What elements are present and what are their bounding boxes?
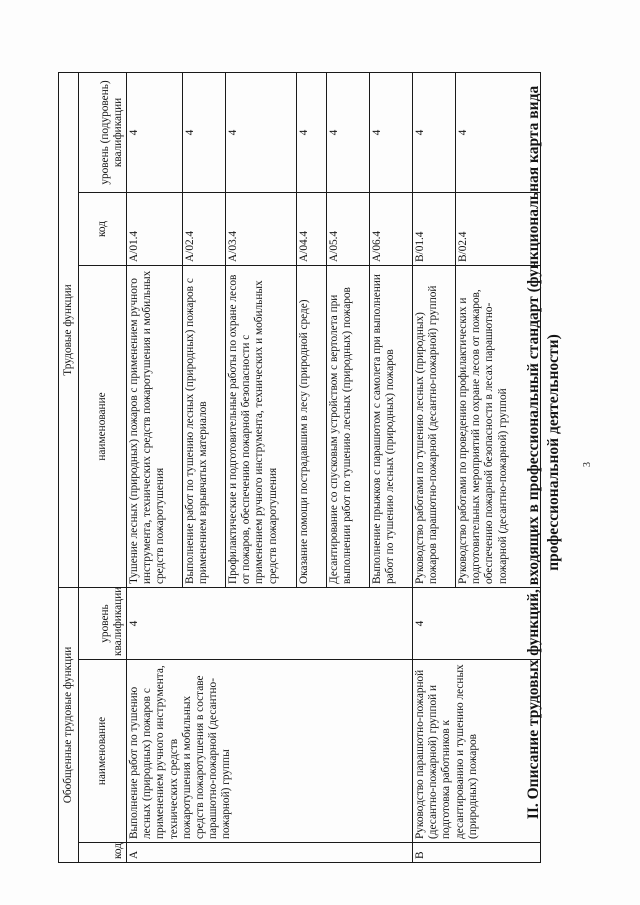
section-title-line-2: профессиональной деятельности) xyxy=(545,334,562,571)
table-row xyxy=(413,72,456,862)
labor-function-code: A/03.4 xyxy=(226,192,297,265)
labor-function-level: 4 xyxy=(127,72,183,192)
labor-function-code: A/01.4 xyxy=(127,192,183,265)
labor-function-code: A/05.4 xyxy=(327,192,370,265)
header-labor-functions: Трудовые функции xyxy=(59,72,79,587)
group-b-name: Руководство парашютно-пожарной (десантно-пожарной) группой и подготовка работников к десантированию и тушению лесных (природных) пожаров xyxy=(413,660,541,843)
header-name: наименование xyxy=(79,660,127,843)
labor-function-name: Руководство работами по тушению лесных (природных) пожаров парашютно-пожарной (десантно-пожарной) группой xyxy=(413,265,456,587)
labor-function-level: 4 xyxy=(456,72,541,192)
labor-function-name: Руководство работами по проведению профилактических и подготовительных мероприятий по охране лесов от пожаров, обеспечению пожарной безопасности в лесах парашютно-пожарной (десантно-пожарной) группой xyxy=(456,265,541,587)
header-generalized-functions: Обобщенные трудовые функции xyxy=(59,587,79,862)
section-title-line-1: II. Описание трудовых функций, входящих в профессиональный стандарт (функциональная карта вида xyxy=(525,85,542,820)
labor-function-level: 4 xyxy=(413,72,456,192)
labor-function-name: Оказание помощи пострадавшим в лесу (природной среде) xyxy=(297,265,327,587)
group-a-code: A xyxy=(127,843,413,863)
labor-function-name: Выполнение прыжков с парашютом с самолета при выполнении работ по тушению лесных (природных) пожаров xyxy=(370,265,413,587)
group-b-level: 4 xyxy=(413,587,541,659)
labor-function-name: Тушение лесных (природных) пожаров с применением ручного инструмента, технических средств пожаротушения и мобильных средств пожаротушения xyxy=(127,265,183,587)
group-a-level: 4 xyxy=(127,587,413,659)
labor-function-name: Выполнение работ по тушению лесных (природных) пожаров с применением взрывчатых материалов xyxy=(183,265,226,587)
page-number: 3 xyxy=(582,462,593,467)
labor-function-code: B/01.4 xyxy=(413,192,456,265)
labor-function-level: 4 xyxy=(297,72,327,192)
header-labor-name: наименование xyxy=(79,265,127,587)
group-b-code: B xyxy=(413,843,541,863)
labor-function-level: 4 xyxy=(327,72,370,192)
table-row xyxy=(127,72,183,862)
labor-function-code: A/02.4 xyxy=(183,192,226,265)
labor-function-level: 4 xyxy=(226,72,297,192)
group-a-name: Выполнение работ по тушению лесных (природных) пожаров с применением ручного инструмента, технических средств пожаротушения и мобильных средств пожаротушения в составе парашютно-пожарной (десантно-пожарной) группы xyxy=(127,660,413,843)
header-level: уровень квалификации xyxy=(79,587,127,659)
labor-function-level: 4 xyxy=(183,72,226,192)
header-sublevel: уровень (подуровень) квалификации xyxy=(79,72,127,192)
header-labor-code: код xyxy=(79,192,127,265)
labor-function-name: Десантирование со спусковым устройством с вертолета при выполнении работ по тушению лесных (природных) пожаров xyxy=(327,265,370,587)
labor-function-name: Профилактические и подготовительные работы по охране лесов от пожаров, обеспечению пожарной безопасности с применением ручного инструмента, технических и мобильных средств пожаротушения xyxy=(226,265,297,587)
labor-function-code: A/06.4 xyxy=(370,192,413,265)
labor-function-code: B/02.4 xyxy=(456,192,541,265)
header-code: код xyxy=(79,843,127,863)
labor-function-level: 4 xyxy=(370,72,413,192)
labor-function-code: A/04.4 xyxy=(297,192,327,265)
functional-map-table xyxy=(58,72,541,863)
